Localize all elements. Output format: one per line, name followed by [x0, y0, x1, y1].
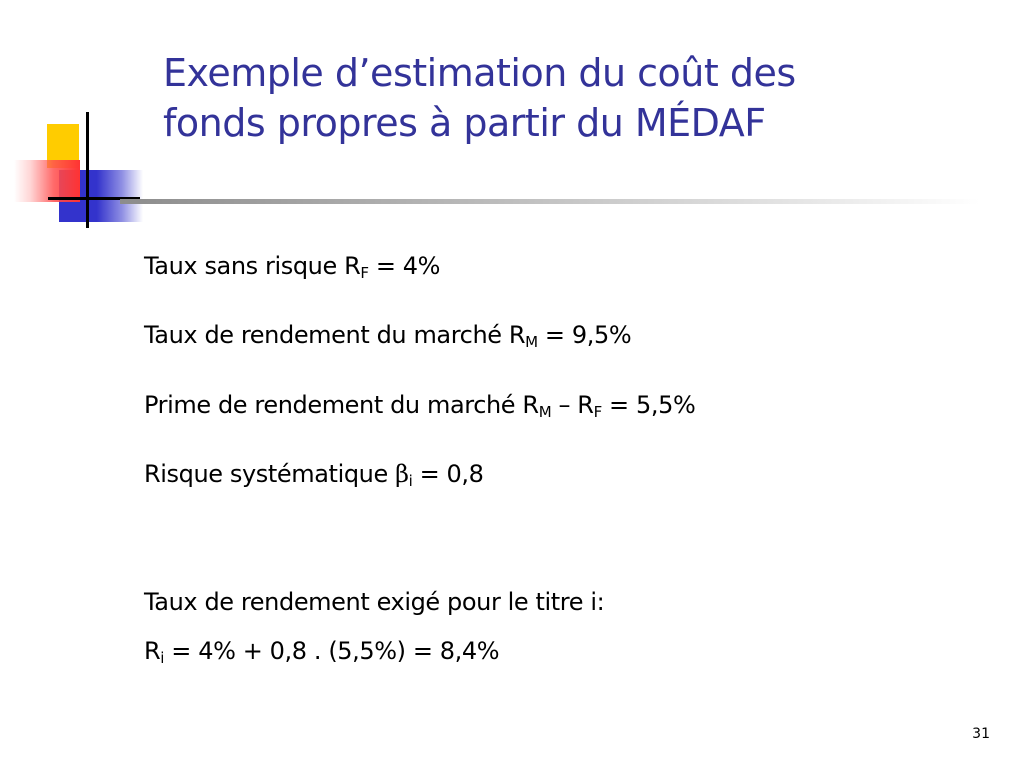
- risk-free-rate-label: Taux sans risque R: [144, 252, 361, 280]
- red-square-shape: [14, 160, 80, 202]
- required-return-text: Taux de rendement exigé pour le titre i:: [144, 588, 605, 616]
- formula-subscript: i: [160, 649, 165, 667]
- market-return-label: Taux de rendement du marché R: [144, 321, 526, 349]
- market-premium-label: Prime de rendement du marché R: [144, 391, 539, 419]
- required-return-heading: [144, 587, 604, 617]
- page-number: 31: [972, 726, 990, 742]
- market-return-value: = 9,5%: [537, 321, 632, 349]
- slide-title: [163, 48, 983, 148]
- formula-r-label: R: [144, 637, 161, 665]
- title-divider: [120, 199, 980, 204]
- logo-vertical-line: [86, 112, 89, 228]
- decorative-logo: [0, 0, 150, 240]
- risk-free-rate-value: = 4%: [368, 252, 441, 280]
- formula-expression: = 4% + 0,8 . (5,5%) = 8,4%: [164, 637, 500, 665]
- risk-free-rate-subscript: F: [360, 264, 369, 282]
- systematic-risk-line: [144, 459, 484, 489]
- market-premium-minus: – R: [551, 391, 594, 419]
- systematic-risk-value: = 0,8: [412, 460, 484, 488]
- beta-subscript: i: [408, 472, 413, 490]
- beta-symbol: β: [395, 460, 409, 488]
- required-return-formula: [144, 636, 499, 666]
- market-premium-line: [144, 390, 695, 420]
- market-return-subscript: M: [525, 333, 538, 351]
- market-premium-value: = 5,5%: [601, 391, 696, 419]
- market-return-line: [144, 320, 631, 350]
- title-line-1: Exemple d’estimation du coût des: [163, 51, 796, 95]
- risk-free-rate-line: [144, 251, 440, 281]
- market-premium-subscript-m: M: [538, 403, 552, 421]
- systematic-risk-label: Risque systématique: [144, 460, 396, 488]
- market-premium-subscript-f: F: [593, 403, 602, 421]
- title-line-2: fonds propres à partir du MÉDAF: [163, 101, 766, 145]
